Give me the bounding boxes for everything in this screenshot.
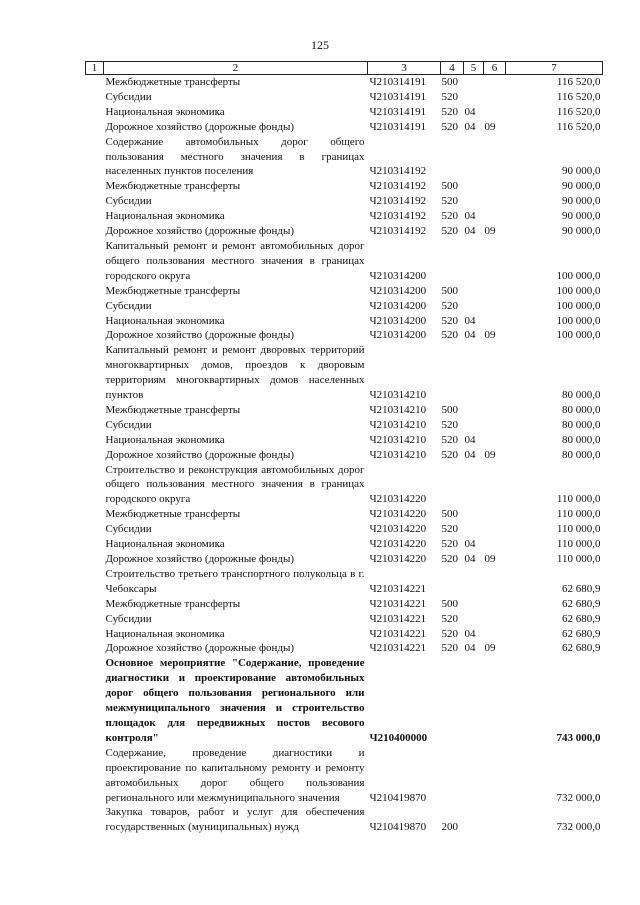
expense-type-cell [441,567,464,597]
item-name-cell: Субсидии [105,523,152,536]
amount-cell: 116 520,0 [556,90,601,103]
item-name-cell: Субсидии [105,299,152,312]
subsection-cell [484,239,506,284]
section-cell [464,597,484,612]
expense-type-cell: 520 [441,448,458,461]
subsection-cell [484,284,506,299]
amount-cell: 90 000,0 [562,225,601,238]
expense-type-cell: 500 [441,403,458,416]
section-cell [464,135,484,180]
table-row [86,179,603,194]
subsection-cell [484,194,506,209]
item-name-cell: Субсидии [105,90,152,103]
target-code-cell: Ч210314220 [369,523,427,536]
section-cell [464,299,484,314]
item-name-cell: Межбюджетные трансферты [105,403,241,416]
amount-cell: 80 000,0 [562,448,601,461]
amount-cell: 110 000,0 [556,508,601,521]
amount-cell: 100 000,0 [556,314,601,327]
section-cell [464,656,484,745]
expense-type-cell [441,343,464,403]
item-name-cell: Содержание автомобильных дорог общего пользования местного значения в границах населенных пунктов поселения [105,135,365,178]
expense-type-cell: 520 [441,314,458,327]
expense-type-cell: 520 [441,299,458,312]
row-number-cell [86,403,104,418]
budget-table [85,61,603,835]
amount-cell: 100 000,0 [556,299,601,312]
row-number-cell [86,746,104,806]
target-code-cell: Ч210314210 [369,403,427,416]
target-code-cell: Ч210314221 [369,642,427,655]
table-row [86,328,603,343]
row-number-cell [86,433,104,448]
target-code-cell: Ч210314200 [369,329,427,342]
expense-type-cell [441,239,464,284]
amount-cell: 116 520,0 [556,120,601,133]
item-name-cell: Национальная экономика [105,433,225,446]
page-number: 125 [311,38,329,52]
subsection-cell: 09 [484,329,496,342]
amount-cell: 743 000,0 [556,731,601,744]
target-code-cell: Ч210314200 [369,269,427,282]
row-number-cell [86,209,104,224]
item-name-cell: Закупка товаров, работ и услуг для обеспечения государственных (муниципальных) нужд [105,806,365,834]
target-code-cell: Ч210314200 [369,299,427,312]
amount-cell: 62 680,9 [562,597,601,610]
row-number-cell [86,448,104,463]
target-code-cell: Ч210314191 [369,90,427,103]
column-header: 6 [484,62,506,75]
target-code-cell: Ч210314221 [369,627,427,640]
section-cell [464,522,484,537]
section-cell: 04 [464,329,476,342]
row-number-cell [86,537,104,552]
amount-cell: 100 000,0 [556,269,601,282]
subsection-cell [484,135,506,180]
item-name-cell: Межбюджетные трансферты [105,597,241,610]
expense-type-cell: 520 [441,523,458,536]
expense-type-cell: 520 [441,329,458,342]
row-number-cell [86,522,104,537]
subsection-cell [484,433,506,448]
section-cell: 04 [464,553,476,565]
subsection-cell: 09 [484,553,496,565]
row-number-cell [86,656,104,745]
subsection-cell [484,403,506,418]
section-cell [464,194,484,209]
table-row [86,314,603,329]
item-name-cell: Дорожное хозяйство (дорожные фонды) [105,329,295,342]
item-name-cell: Межбюджетные трансферты [105,284,241,297]
column-header: 2 [104,62,368,75]
target-code-cell: Ч210314192 [369,210,427,223]
section-cell [464,463,484,508]
subsection-cell [484,805,506,835]
target-code-cell: Ч210314192 [369,165,427,178]
amount-cell: 62 680,9 [562,582,601,595]
row-number-cell [86,314,104,329]
amount-cell: 90 000,0 [562,165,601,178]
table-row [86,299,603,314]
amount-cell: 62 680,9 [562,627,601,640]
section-cell [464,239,484,284]
expense-type-cell: 500 [441,180,458,193]
section-cell [464,75,484,90]
section-cell: 04 [464,627,476,640]
row-number-cell [86,284,104,299]
target-code-cell: Ч210314220 [369,538,427,551]
subsection-cell [484,612,506,627]
table-row [86,567,603,597]
row-number-cell [86,179,104,194]
target-code-cell: Ч210314221 [369,612,427,625]
table-row [86,239,603,284]
section-cell [464,284,484,299]
section-cell: 04 [464,642,476,655]
amount-cell: 110 000,0 [556,493,601,506]
row-number-cell [86,612,104,627]
row-number-cell [86,120,104,135]
table-row [86,597,603,612]
item-name-cell: Межбюджетные трансферты [105,508,241,521]
target-code-cell: Ч210314200 [369,284,427,297]
amount-cell: 732 000,0 [556,791,601,804]
subsection-cell [484,522,506,537]
target-code-cell: Ч210314191 [369,105,427,118]
item-name-cell: Дорожное хозяйство (дорожные фонды) [105,642,295,655]
item-name-cell: Дорожное хозяйство (дорожные фонды) [105,120,295,133]
expense-type-cell: 520 [441,210,458,223]
expense-type-cell: 500 [441,284,458,297]
expense-type-cell [441,656,464,745]
item-name-cell: Национальная экономика [105,538,225,551]
table-row [86,656,603,745]
target-code-cell: Ч210314221 [369,597,427,610]
amount-cell: 732 000,0 [556,821,601,834]
column-header: 4 [441,62,464,75]
column-number-header-row [86,62,603,75]
section-cell: 04 [464,225,476,238]
target-code-cell: Ч210314210 [369,418,427,431]
amount-cell: 80 000,0 [562,389,601,402]
target-code-cell: Ч210314210 [369,433,427,446]
expense-type-cell [441,463,464,508]
table-row [86,507,603,522]
target-code-cell: Ч210400000 [369,731,428,744]
section-cell [464,507,484,522]
expense-type-cell: 520 [441,418,458,431]
target-code-cell: Ч210314210 [369,448,427,461]
item-name-cell: Национальная экономика [105,210,225,223]
target-code-cell: Ч210314220 [369,493,427,506]
amount-cell: 80 000,0 [562,403,601,416]
row-number-cell [86,552,104,567]
table-row [86,224,603,239]
amount-cell: 100 000,0 [556,284,601,297]
amount-cell: 110 000,0 [556,523,601,536]
item-name-cell: Дорожное хозяйство (дорожные фонды) [105,448,295,461]
table-row [86,343,603,403]
row-number-cell [86,805,104,835]
row-number-cell [86,194,104,209]
target-code-cell: Ч210314191 [369,120,427,133]
row-number-cell [86,641,104,656]
subsection-cell [484,179,506,194]
item-name-cell: Субсидии [105,418,152,431]
expense-type-cell: 520 [441,612,458,625]
expense-type-cell: 520 [441,553,458,565]
target-code-cell: Ч210314192 [369,180,427,193]
section-cell: 04 [464,433,476,446]
expense-type-cell: 520 [441,627,458,640]
expense-type-cell: 520 [441,433,458,446]
amount-cell: 100 000,0 [556,329,601,342]
amount-cell: 90 000,0 [562,210,601,223]
section-cell: 04 [464,105,476,118]
subsection-cell [484,418,506,433]
section-cell [464,612,484,627]
column-header: 5 [464,62,484,75]
section-cell: 04 [464,210,476,223]
target-code-cell: Ч210314210 [369,389,427,402]
section-cell: 04 [464,314,476,327]
amount-cell: 80 000,0 [562,418,601,431]
table-row [86,284,603,299]
row-number-cell [86,239,104,284]
target-code-cell: Ч210419870 [369,821,427,834]
table-row [86,433,603,448]
item-name-cell: Субсидии [105,195,152,208]
table-row [86,612,603,627]
subsection-cell [484,90,506,105]
table-row [86,75,603,90]
item-name-cell: Строительство третьего транспортного полукольца в г. Чебоксары [105,567,365,595]
subsection-cell [484,597,506,612]
column-header: 3 [368,62,441,75]
expense-type-cell: 500 [441,508,458,521]
subsection-cell: 09 [484,448,496,461]
section-cell: 04 [464,120,476,133]
subsection-cell: 09 [484,120,496,133]
table-row [86,522,603,537]
section-cell [464,567,484,597]
table-row [86,627,603,642]
row-number-cell [86,627,104,642]
subsection-cell [484,105,506,120]
table-row [86,641,603,656]
section-cell [464,179,484,194]
amount-cell: 110 000,0 [556,553,601,565]
row-number-cell [86,343,104,403]
expense-type-cell: 500 [441,597,458,610]
target-code-cell: Ч210314221 [369,582,427,595]
table-row [86,448,603,463]
row-number-cell [86,90,104,105]
section-cell [464,746,484,806]
expense-type-cell: 520 [441,538,458,551]
table-row [86,552,603,567]
subsection-cell [484,537,506,552]
column-header: 7 [506,62,603,75]
subsection-cell [484,627,506,642]
section-cell [464,805,484,835]
expense-type-cell [441,746,464,806]
item-name-cell: Межбюджетные трансферты [105,180,241,193]
item-name-cell: Межбюджетные трансферты [105,76,241,88]
row-number-cell [86,135,104,180]
table-row [86,805,603,835]
item-name-cell: Национальная экономика [105,105,225,118]
target-code-cell: Ч210314220 [369,553,427,565]
table-row [86,90,603,105]
table-row [86,209,603,224]
item-name-cell: Капитальный ремонт и ремонт дворовых территорий многоквартирных домов, проездов к дворовым территориям многоквартирных домов населенных пунктов [105,344,365,402]
item-name-cell: Основное мероприятие "Содержание, проведение диагностики и проектирование автомобильных дорог общего пользования регионального или межмуниципального значения и строительство площадок для передвижных постов весового контроля" [105,657,365,744]
subsection-cell [484,343,506,403]
target-code-cell: Ч210314191 [369,76,427,88]
row-number-cell [86,328,104,343]
table-row [86,120,603,135]
subsection-cell [484,656,506,745]
section-cell [464,343,484,403]
item-name-cell: Дорожное хозяйство (дорожные фонды) [105,553,295,565]
row-number-cell [86,224,104,239]
subsection-cell [484,463,506,508]
expense-type-cell: 520 [441,195,458,208]
row-number-cell [86,463,104,508]
subsection-cell [484,75,506,90]
row-number-cell [86,567,104,597]
target-code-cell: Ч210419870 [369,791,427,804]
section-cell: 04 [464,538,476,551]
expense-type-cell: 520 [441,642,458,655]
row-number-cell [86,299,104,314]
subsection-cell [484,299,506,314]
expense-type-cell: 520 [441,90,458,103]
table-body [86,75,603,836]
subsection-cell [484,209,506,224]
subsection-cell: 09 [484,642,496,655]
section-cell [464,403,484,418]
target-code-cell: Ч210314220 [369,508,427,521]
subsection-cell [484,507,506,522]
table-row [86,418,603,433]
amount-cell: 62 680,9 [562,642,601,655]
expense-type-cell: 520 [441,105,458,118]
subsection-cell [484,314,506,329]
row-number-cell [86,105,104,120]
item-name-cell: Дорожное хозяйство (дорожные фонды) [105,225,295,238]
target-code-cell: Ч210314192 [369,225,427,238]
item-name-cell: Строительство и реконструкция автомобильных дорог общего пользования местного значения в границах городского округа [105,463,365,506]
row-number-cell [86,75,104,90]
item-name-cell: Национальная экономика [105,314,225,327]
target-code-cell: Ч210314200 [369,314,427,327]
table-row [86,537,603,552]
target-code-cell: Ч210314192 [369,195,427,208]
table-row [86,105,603,120]
subsection-cell [484,746,506,806]
amount-cell: 116 520,0 [556,76,601,88]
item-name-cell: Субсидии [105,612,152,625]
amount-cell: 80 000,0 [562,433,601,446]
table-row [86,403,603,418]
expense-type-cell: 520 [441,225,458,238]
amount-cell: 90 000,0 [562,180,601,193]
item-name-cell: Содержание, проведение диагностики и проектирование по капитальному ремонту и ремонту автомобильных дорог общего пользования регионального или межмуниципального значения [105,746,365,804]
section-cell [464,90,484,105]
row-number-cell [86,507,104,522]
table-row [86,135,603,180]
row-number-cell [86,597,104,612]
section-cell: 04 [464,448,476,461]
expense-type-cell: 200 [441,821,458,834]
amount-cell: 116 520,0 [556,105,601,118]
expense-type-cell: 500 [441,76,458,88]
section-cell [464,418,484,433]
amount-cell: 62 680,9 [562,612,601,625]
table-row [86,194,603,209]
item-name-cell: Национальная экономика [105,627,225,640]
table-row [86,746,603,806]
item-name-cell: Капитальный ремонт и ремонт автомобильных дорог общего пользования местного значения в границах городского округа [105,239,365,282]
row-number-cell [86,418,104,433]
amount-cell: 110 000,0 [556,538,601,551]
expense-type-cell: 520 [441,120,458,133]
column-header: 1 [86,62,104,75]
amount-cell: 90 000,0 [562,195,601,208]
subsection-cell: 09 [484,225,496,238]
expense-type-cell [441,135,464,180]
subsection-cell [484,567,506,597]
table-row [86,463,603,508]
